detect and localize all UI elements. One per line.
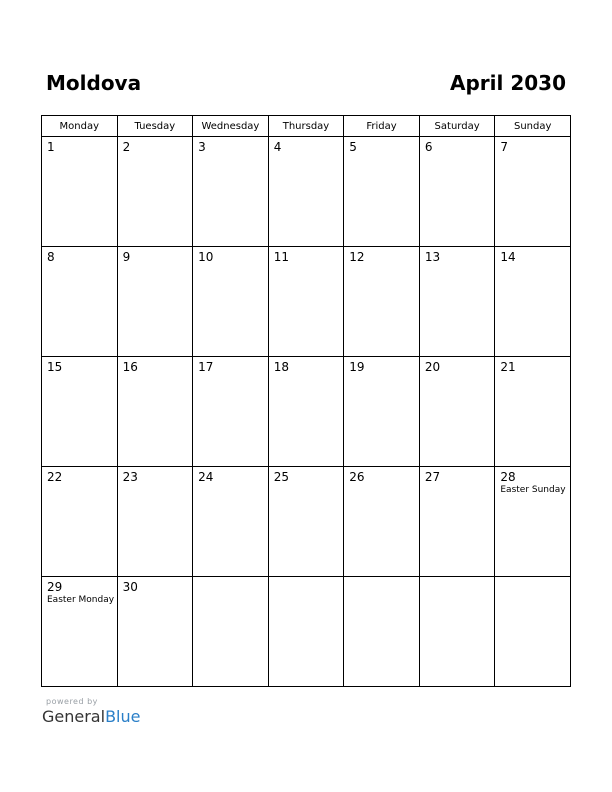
day-number: 9	[122, 250, 131, 264]
day-number: 1	[47, 140, 55, 154]
day-number	[344, 577, 419, 580]
week-row-1	[42, 137, 571, 247]
day-number: 28	[500, 470, 516, 484]
day-number: 2	[122, 140, 131, 154]
day-cell	[344, 467, 420, 577]
week-row-3	[42, 357, 571, 467]
day-cell	[193, 137, 269, 247]
day-number: 6	[424, 140, 433, 154]
brand-blue: Blue	[105, 707, 141, 726]
weekday-header-row	[42, 116, 571, 137]
weekday-saturday: Saturday	[419, 116, 495, 137]
day-number: 27	[424, 470, 441, 484]
day-number: 21	[500, 360, 516, 374]
day-cell	[268, 467, 344, 577]
day-cell	[419, 467, 495, 577]
day-cell	[495, 577, 571, 687]
day-number: 16	[122, 360, 138, 374]
day-cell	[42, 357, 118, 467]
brand-general: General	[42, 707, 106, 726]
day-number: 23	[122, 470, 138, 484]
day-cell	[268, 577, 344, 687]
day-number: 7	[500, 140, 509, 154]
day-cell	[193, 247, 269, 357]
day-cell	[419, 247, 495, 357]
day-cell	[344, 247, 420, 357]
week-row-5	[42, 577, 571, 687]
day-number: 5	[349, 140, 357, 154]
weekday-friday: Friday	[344, 116, 420, 137]
day-number: 22	[47, 470, 63, 484]
day-cell	[117, 577, 193, 687]
day-number: 19	[349, 360, 365, 374]
day-number: 11	[273, 250, 289, 264]
day-number	[420, 577, 495, 580]
day-cell	[495, 137, 571, 247]
day-number: 18	[273, 360, 289, 374]
day-number: 3	[198, 140, 206, 154]
day-number: 4	[273, 140, 282, 154]
day-cell	[419, 357, 495, 467]
country-title: Moldova	[46, 71, 142, 95]
day-number	[495, 577, 570, 580]
day-number: 30	[122, 580, 138, 594]
month-year-title: April 2030	[450, 71, 566, 95]
day-cell	[495, 467, 571, 577]
day-number: 29	[47, 580, 63, 594]
footer-branding	[42, 697, 140, 727]
day-cell	[193, 467, 269, 577]
weekday-monday: Monday	[42, 116, 118, 137]
day-number: 17	[198, 360, 214, 374]
calendar-grid	[41, 115, 571, 687]
day-cell	[344, 357, 420, 467]
day-number: 10	[198, 250, 214, 264]
holiday-label: Easter Sunday	[500, 485, 566, 495]
day-cell	[419, 577, 495, 687]
day-number: 20	[424, 360, 441, 374]
day-number	[193, 577, 268, 580]
day-number	[269, 577, 344, 580]
week-row-4	[42, 467, 571, 577]
day-number: 26	[349, 470, 365, 484]
day-number: 12	[349, 250, 365, 264]
day-cell	[117, 357, 193, 467]
week-row-2	[42, 247, 571, 357]
day-number: 8	[47, 250, 55, 264]
day-cell	[344, 137, 420, 247]
day-number: 14	[500, 250, 516, 264]
brand-logo[interactable]	[42, 707, 140, 727]
day-number: 24	[198, 470, 214, 484]
day-number: 13	[424, 250, 441, 264]
day-cell	[193, 577, 269, 687]
weekday-wednesday: Wednesday	[193, 116, 269, 137]
day-cell	[117, 137, 193, 247]
day-cell	[117, 467, 193, 577]
day-cell	[42, 577, 118, 687]
day-cell	[268, 137, 344, 247]
day-cell	[268, 247, 344, 357]
day-cell	[42, 467, 118, 577]
holiday-label: Easter Monday	[47, 595, 115, 605]
day-cell	[495, 247, 571, 357]
weekday-tuesday: Tuesday	[117, 116, 193, 137]
day-cell	[344, 577, 420, 687]
weekday-thursday: Thursday	[268, 116, 344, 137]
weekday-sunday: Sunday	[495, 116, 571, 137]
day-cell	[117, 247, 193, 357]
day-cell	[193, 357, 269, 467]
powered-by-text: powered by	[46, 697, 98, 706]
day-cell	[268, 357, 344, 467]
day-cell	[495, 357, 571, 467]
day-cell	[42, 137, 118, 247]
day-number: 25	[273, 470, 289, 484]
day-cell	[419, 137, 495, 247]
day-number: 15	[47, 360, 63, 374]
day-cell	[42, 247, 118, 357]
